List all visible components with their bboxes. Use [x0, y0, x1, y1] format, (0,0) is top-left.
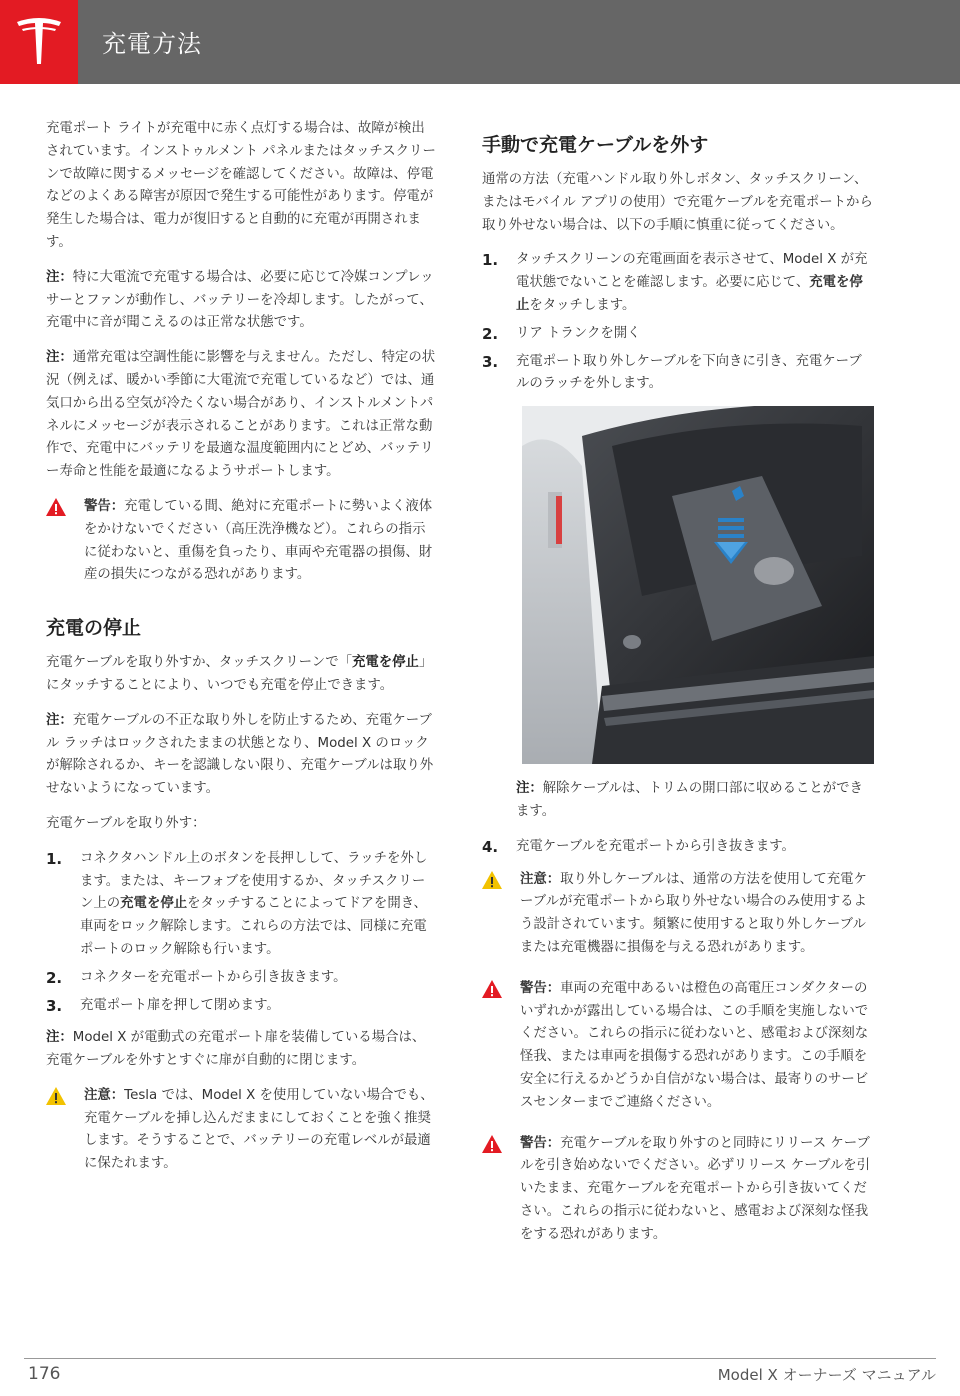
note-climate — [46, 347, 438, 484]
caution-text: 取り外しケーブルは、通常の方法を使用して充電ケーブルが充電ポートから取り外せない場合のみ使用するよう設計されています。頻繁に使用すると取り外しケーブルまたは充電機器に損傷を与える恐れがあります。 — [520, 871, 867, 955]
caution-plug-in — [46, 1085, 438, 1176]
manual-steps-continued — [482, 836, 874, 859]
note-label: 注： — [46, 1030, 73, 1046]
step-number: 1. — [482, 251, 499, 270]
page-title: 充電方法 — [102, 30, 202, 58]
warning-label: 警告： — [520, 980, 561, 996]
remove-intro: 充電ケーブルを取り外す： — [46, 815, 206, 831]
text-run: をタッチします。 — [529, 297, 636, 313]
section-heading-stop: 充電の停止 — [46, 617, 142, 640]
list-item — [482, 249, 874, 317]
text-run: 充電ケーブルを充電ポートから引き抜きます。 — [516, 838, 795, 854]
bold-run: 充電を停止 — [516, 275, 863, 313]
page-number: 176 — [28, 1364, 61, 1384]
step-number: 4. — [482, 837, 499, 856]
note-label: 注： — [46, 712, 73, 728]
intro-paragraph: 充電ポート ライトが充電中に赤く点灯する場合は、故障が検出されています。インストゥルメント パネルまたはタッチスクリーンで故障に関するメッセージを確認してください。故障は、停電などのよくある障害が原因で発生する可能性があります。停電が発生した場合は、電力が復旧すると自動的に充電が再開されます。 — [46, 121, 436, 250]
note-latch — [46, 710, 438, 801]
remove-steps — [46, 848, 438, 1018]
caution-icon — [46, 1087, 66, 1105]
note-label: 注： — [46, 269, 73, 285]
note-door — [46, 1027, 438, 1073]
list-item — [46, 967, 438, 990]
stop-paragraph — [46, 652, 438, 698]
text-run: 充電ケーブルを取り外すか、タッチスクリーンで「 — [46, 655, 352, 671]
warning-label: 警告： — [84, 498, 125, 514]
text-run: リア トランクを開く — [516, 325, 641, 341]
warning-icon — [482, 980, 502, 998]
manual-intro: 通常の方法（充電ハンドル取り外しボタン、タッチスクリーン、またはモバイル アプリの使用）で充電ケーブルを充電ポートから取り外せない場合は、以下の手順に慎重に従ってください。 — [482, 172, 873, 233]
text-run: 充電ポート扉を押して閉めます。 — [80, 997, 280, 1013]
note-label: 注： — [516, 781, 543, 797]
step-number: 2. — [482, 324, 499, 343]
warning-icon — [46, 498, 66, 516]
text-run: タッチスクリーンの充電画面を表示させて、Model X が充電状態でないことを確認します。必要に応じて、 — [516, 252, 868, 291]
note-text: 特に大電流で充電する場合は、必要に応じて冷媒コンプレッサーとファンが動作し、バッテリーを冷却します。したがって、充電中に音が聞こえるのは正常な状態です。 — [46, 269, 434, 331]
section-heading-manual-release: 手動で充電ケーブルを外す — [482, 134, 709, 156]
warning-text: 車両の充電中あるいは橙色の高電圧コンダクターのいずれかが露出している場合は、この手順を実施しないでください。これらの指示に従わないと、感電および深刻な怪我、または車両を損傷する恐れがあります。この手順を安全に行えるかどうか自信がない場合は、最寄りのサービスセンターまでご連絡ください。 — [520, 980, 869, 1110]
text-run: 充電ポート取り外しケーブルを下向きに引き、充電ケーブルのラッチを外します。 — [516, 353, 862, 392]
text-run: コネクタハンドル上のボタンを長押しして、ラッチを外します。または、キーフォブを使用するか、タッチスクリーン上の — [80, 850, 428, 912]
warning-label: 警告： — [520, 1135, 561, 1151]
step-number: 3. — [46, 996, 63, 1015]
trunk-photo — [522, 406, 874, 764]
step-number: 1. — [46, 849, 63, 868]
warning-liquid — [46, 496, 438, 587]
note-text: 充電ケーブルの不正な取り外しを防止するため、充電ケーブル ラッチはロックされたままの状態となり、Model X のロックが解除されるか、キーを認識しない限り、充電ケーブルは取り外せないようになっています。 — [46, 712, 434, 797]
bold-run: 充電を停止 — [351, 655, 419, 671]
note-label: 注： — [46, 350, 73, 366]
note-text: Model X が電動式の充電ポート扉を装備している場合は、充電ケーブルを外すとすぐに扉が自動的に閉じます。 — [46, 1030, 426, 1069]
text-run: 」にタッチすることにより、いつでも充電を停止できます。 — [46, 655, 433, 693]
warning-text: 充電ケーブルを取り外すのと同時にリリース ケーブルを引き始めないでください。必ずリリース ケーブルを引いたまま、充電ケーブルを充電ポートから引き抜いてください。これらの指示に従わないと、感電および深刻な怪我をする恐れがあります。 — [520, 1135, 870, 1242]
bold-run: 充電を停止 — [120, 896, 188, 912]
list-item — [482, 323, 874, 346]
right-column — [482, 118, 874, 1265]
list-item — [46, 995, 438, 1018]
note-cable-stow — [482, 778, 874, 824]
warning-text: 充電している間、絶対に充電ポートに勢いよく液体をかけないでください（高圧洗浄機など）。これらの指示に従わないと、重傷を負ったり、車両や充電器の損傷、財産の損失につながる恐れがあります。 — [84, 498, 433, 583]
caution-text: Tesla では、Model X を使用していない場合でも、充電ケーブルを挿し込んだままにしておくことを強く推奨します。そうすることで、バッテリーの充電レベルが最適に保たれます。 — [84, 1087, 434, 1172]
list-item — [482, 836, 874, 859]
note-cooling — [46, 267, 438, 335]
caution-label: 注意： — [84, 1087, 125, 1103]
footer-rule — [24, 1358, 936, 1359]
step-number: 2. — [46, 968, 63, 987]
warning-simultaneous-pull — [482, 1133, 874, 1247]
footer-manual-title: Model X オーナーズ マニュアル — [717, 1366, 936, 1384]
list-item — [46, 848, 438, 962]
left-column — [46, 118, 438, 1194]
caution-release-cable — [482, 869, 874, 960]
trunk-release-cable-illustration — [522, 406, 874, 764]
header-bar — [0, 0, 960, 84]
caution-icon — [482, 871, 502, 889]
text-run: をタッチすることによってドアを開き、車両をロック解除します。これらの方法では、同様に充電ポートのロック解除も行います。 — [80, 896, 427, 957]
manual-steps — [482, 249, 874, 396]
tesla-logo — [0, 0, 78, 84]
list-item — [482, 351, 874, 397]
note-text: 通常充電は空調性能に影響を与えません。ただし、特定の状況（例えば、暖かい季節に大電流で充電しているなど）では、通気口から出る空気が冷たくない場合があり、インストルメントパネルにメッセージが表示されることがあります。これは正常な動作で、充電中にバッテリを最適な温度範囲内にとどめ、バッテリー寿命と性能を最適になるようサポートします。 — [46, 350, 436, 480]
warning-high-voltage — [482, 978, 874, 1115]
tesla-t-icon — [14, 16, 64, 68]
note-text: 解除ケーブルは、トリムの開口部に収めることができます。 — [516, 781, 863, 819]
step-number: 3. — [482, 352, 499, 371]
text-run: コネクターを充電ポートから引き抜きます。 — [80, 969, 347, 985]
warning-icon — [482, 1135, 502, 1153]
caution-label: 注意： — [520, 871, 561, 887]
